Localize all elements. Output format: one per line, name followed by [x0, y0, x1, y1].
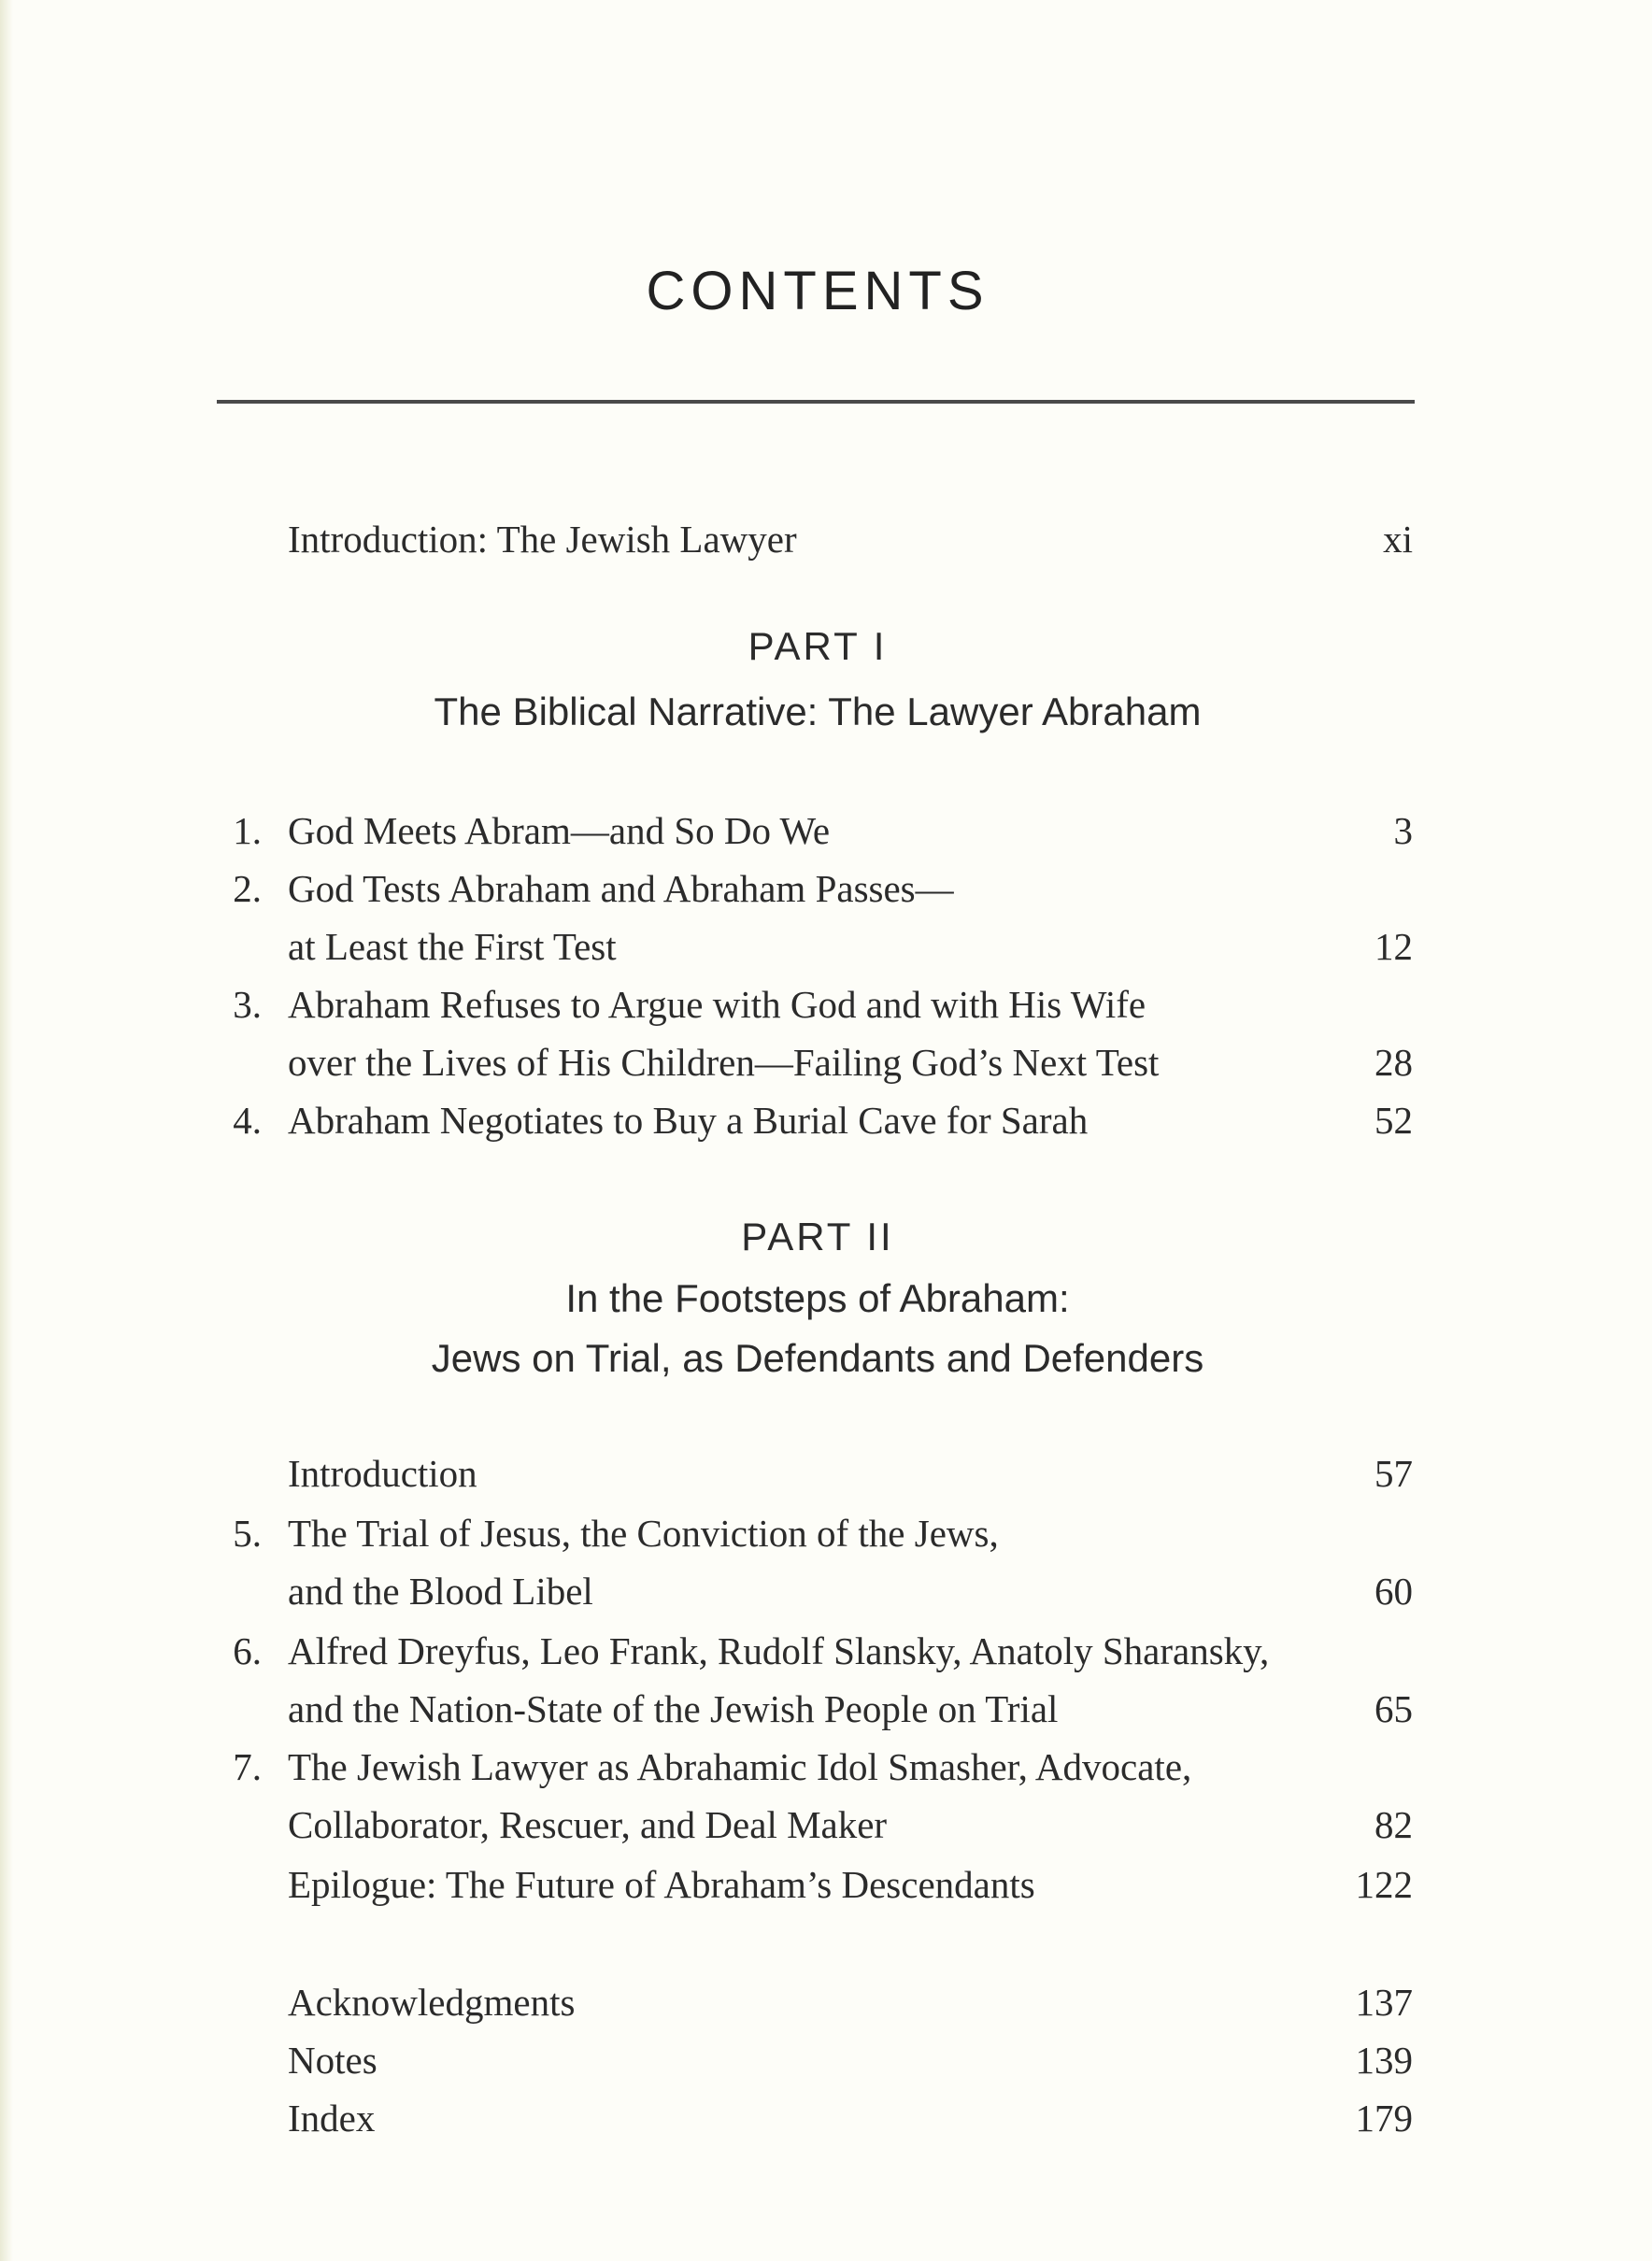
chapter-number: 5. [233, 1512, 262, 1555]
toc-entry-title: The Jewish Lawyer as Abrahamic Idol Smasher, Advocate, [288, 1745, 1192, 1788]
part-label: PART I [748, 624, 888, 668]
toc-entry-title-continued: and the Nation-State of the Jewish People on Trial [288, 1687, 1059, 1730]
part-title [0, 1269, 1635, 1388]
part-title-line: Jews on Trial, as Defendants and Defenders [431, 1336, 1204, 1380]
toc-page-number: 52 [1374, 1099, 1413, 1142]
toc-page-number: 179 [1355, 2097, 1413, 2140]
toc-entry-title: Alfred Dreyfus, Leo Frank, Rudolf Slansky, Anatoly Sharansky, [288, 1629, 1270, 1672]
toc-entry-title: Notes [288, 2039, 377, 2082]
toc-page-number: 60 [1374, 1570, 1413, 1613]
toc-page-number: 122 [1355, 1863, 1413, 1906]
toc-entry-title: Index [288, 2097, 376, 2140]
toc-page-number: 12 [1374, 925, 1413, 968]
toc-entry-title-continued: at Least the First Test [288, 925, 617, 968]
toc-entry-title: Acknowledgments [288, 1981, 576, 2024]
toc-page-number: xi [1383, 518, 1413, 561]
toc-entry-title: The Trial of Jesus, the Conviction of the Jews, [288, 1512, 999, 1555]
toc-page-number: 3 [1393, 809, 1413, 852]
part-title: The Biblical Narrative: The Lawyer Abraham [434, 690, 1202, 733]
toc-entry-title-continued: and the Blood Libel [288, 1570, 593, 1613]
toc-page-number: 65 [1374, 1687, 1413, 1730]
toc-page-number: 82 [1374, 1803, 1413, 1846]
toc-page-number: 28 [1374, 1041, 1413, 1084]
part-label: PART II [741, 1215, 894, 1258]
page-edge-shadow [0, 0, 13, 2261]
toc-page-number: 57 [1374, 1452, 1413, 1495]
toc-page-number: 139 [1355, 2039, 1413, 2082]
toc-entry-title: Abraham Negotiates to Buy a Burial Cave for Sarah [288, 1099, 1089, 1142]
page-title: CONTENTS [646, 261, 990, 321]
toc-entry-title-continued: Collaborator, Rescuer, and Deal Maker [288, 1803, 888, 1846]
toc-entry-title: Introduction: The Jewish Lawyer [288, 518, 797, 561]
toc-entry-title: Epilogue: The Future of Abraham’s Descendants [288, 1863, 1035, 1906]
toc-entry-title: God Meets Abram—and So Do We [288, 809, 831, 852]
chapter-number: 6. [233, 1629, 262, 1672]
toc-entry-title: Introduction [288, 1452, 477, 1495]
toc-entry-title: Abraham Refuses to Argue with God and with His Wife [288, 983, 1146, 1026]
toc-page-number: 137 [1355, 1981, 1413, 2024]
chapter-number: 3. [233, 983, 262, 1026]
toc-entry-title: God Tests Abraham and Abraham Passes— [288, 867, 954, 910]
chapter-number: 2. [233, 867, 262, 910]
chapter-number: 1. [233, 809, 262, 852]
part-title-line: In the Footsteps of Abraham: [565, 1276, 1070, 1320]
title-rule [217, 400, 1415, 404]
toc-entry-title-continued: over the Lives of His Children—Failing God’s Next Test [288, 1041, 1160, 1084]
chapter-number: 4. [233, 1099, 262, 1142]
chapter-number: 7. [233, 1745, 262, 1788]
